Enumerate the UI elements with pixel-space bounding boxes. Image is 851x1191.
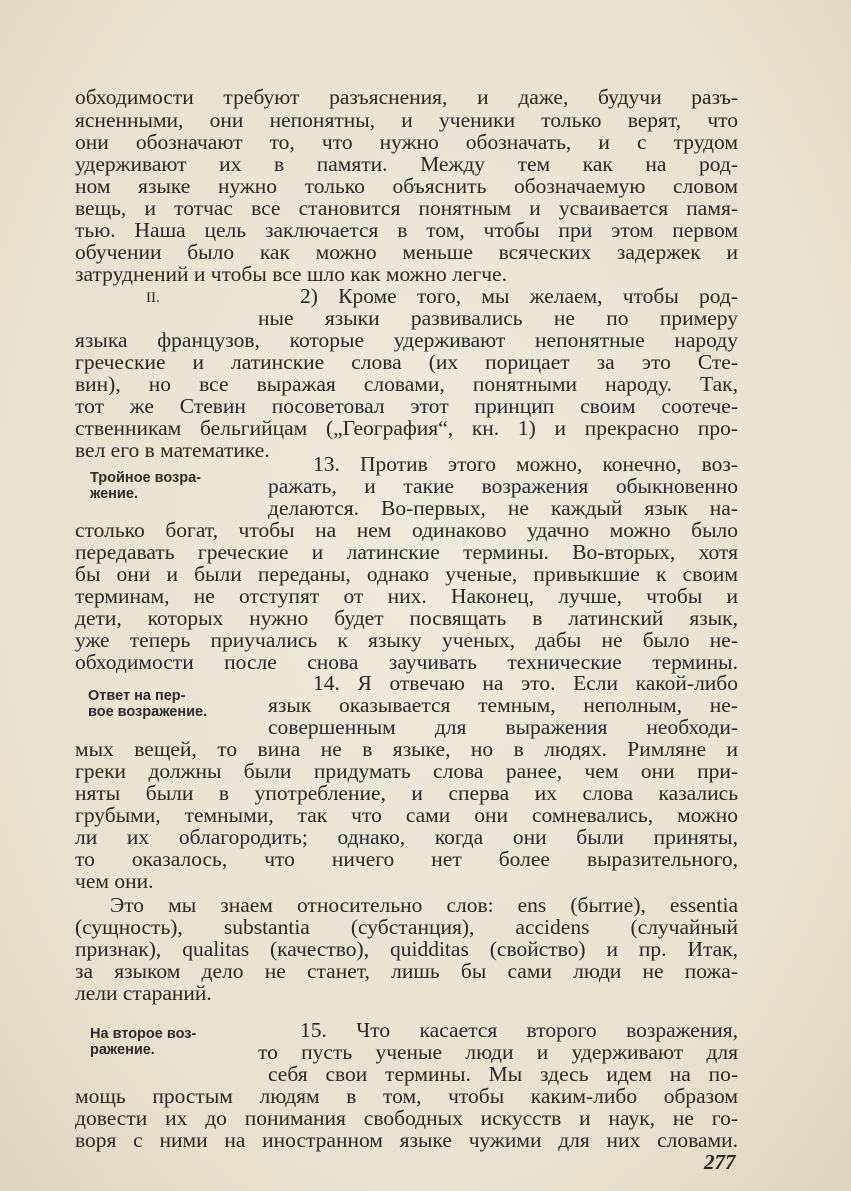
text-line: совершенным для выражения необходи- [268, 715, 738, 739]
text-line: Это мы знаем относительно слов: ens (бытие), essentia [110, 893, 738, 917]
text-line: вин), но все выражая словами, понятными народу. Так, [75, 372, 738, 396]
text-line: вел его в математике. [75, 438, 270, 462]
text-line: довести их до понимания свободных искусств и наук, не го- [75, 1106, 738, 1130]
text-line: языка французов, которые удерживают непонятные народу [75, 328, 738, 352]
page-number: 277 [704, 1150, 736, 1174]
text-line: вещь, и тотчас все становится понятным и усваивается памя- [75, 196, 738, 220]
sidenote-line: Ответ на пер- [88, 688, 186, 704]
text-line: ные языки развивались не по примеру [258, 306, 738, 330]
text-line: тью. Наша цель заключается в том, чтобы при этом первом [75, 218, 738, 242]
text-line: 15. Что касается второго возражения, [300, 1018, 738, 1042]
text-line: бы они и были переданы, однако ученые, привыкшие к своим [75, 562, 738, 586]
text-line: то оказалось, что ничего нет более выразительного, [75, 847, 738, 871]
text-line: дети, которых нужно будет посвящать в латинский язык, [75, 606, 738, 630]
text-line: признак), qualitas (качество), quidditas (свойство) и пр. Итак, [75, 937, 738, 961]
sidenote-answer-first [88, 688, 207, 720]
text-line: чем они. [75, 869, 154, 893]
section-marker: II. [146, 290, 160, 306]
text-line: няты были в употребление, и сперва их слова казались [75, 781, 738, 805]
text-line: себя свои термины. Мы здесь идем на по- [268, 1062, 738, 1086]
text-line: за языком дело не станет, лишь бы сами люди не пожа- [75, 959, 738, 983]
text-line: столько богат, чтобы на нем одинаково удачно можно было [75, 518, 738, 542]
text-line: мощь простым людям в том, чтобы каким-либо образом [75, 1084, 738, 1108]
text-line: передавать греческие и латинские термины. Во-вторых, хотя [75, 540, 738, 564]
sidenote-line: жение. [90, 486, 138, 502]
sidenote-line: вое возражение. [88, 704, 208, 720]
text-line: тот же Стевин посоветовал этот принцип своим соотече- [75, 394, 738, 418]
text-line: 14. Я отвечаю на это. Если какой-либо [313, 671, 738, 695]
text-line: ясненными, они непонятны, и ученики только верят, что [75, 108, 738, 132]
text-line: то пусть ученые люди и удерживают для [258, 1040, 738, 1064]
sidenote-second-objection [90, 1026, 196, 1058]
text-line: уже теперь приучались к языку ученых, дабы не было не- [75, 628, 738, 652]
text-line: грубыми, темными, так что сами они сомневались, можно [75, 803, 738, 827]
text-line: они обозначают то, что нужно обозначать, и с трудом [75, 130, 738, 154]
text-line: мых вещей, то вина не в языке, но в людях. Римляне и [75, 737, 738, 761]
text-line: 2) Кроме того, мы желаем, чтобы род- [300, 284, 738, 308]
text-line: удерживают их в памяти. Между тем как на род- [75, 152, 738, 176]
text-line: затруднений и чтобы все шло как можно легче. [75, 262, 507, 286]
text-line: терминам, не отступят от них. Наконец, лучше, чтобы и [75, 584, 738, 608]
sidenote-line: На второе воз- [90, 1026, 197, 1042]
text-line: 13. Против этого можно, конечно, воз- [313, 452, 738, 476]
text-line: язык оказывается темным, неполным, не- [268, 693, 738, 717]
sidenote-line: Тройное возра- [90, 470, 201, 486]
text-line: обучении было как можно меньше всяческих задержек и [75, 240, 738, 264]
text-line: ражать, и такие возражения обыкновенно [268, 474, 738, 498]
text-line: (сущность), substantia (субстанция), accidens (случайный [75, 915, 738, 939]
text-line: ли их облагородить; однако, когда они были приняты, [75, 825, 738, 849]
text-line: обходимости требуют разъяснения, и даже, будучи разъ- [75, 85, 738, 109]
text-line: обходимости после снова заучивать технические термины. [75, 650, 738, 674]
text-line: ном языке нужно только объяснить обозначаемую словом [75, 174, 738, 198]
text-line: лели стараний. [75, 981, 212, 1005]
sidenote-triple-objection [90, 470, 201, 502]
text-line: ственникам бельгийцам („География“, кн. 1) и прекрасно про- [75, 416, 738, 440]
sidenote-line: ражение. [90, 1042, 155, 1058]
text-line: воря с ними на иностранном языке чужими для них словами. [75, 1128, 738, 1152]
text-line: греческие и латинские слова (их порицает за это Сте- [75, 350, 738, 374]
text-line: делаются. Во-первых, не каждый язык на- [268, 496, 738, 520]
text-line: греки должны были придумать слова ранее, чем они при- [75, 759, 738, 783]
